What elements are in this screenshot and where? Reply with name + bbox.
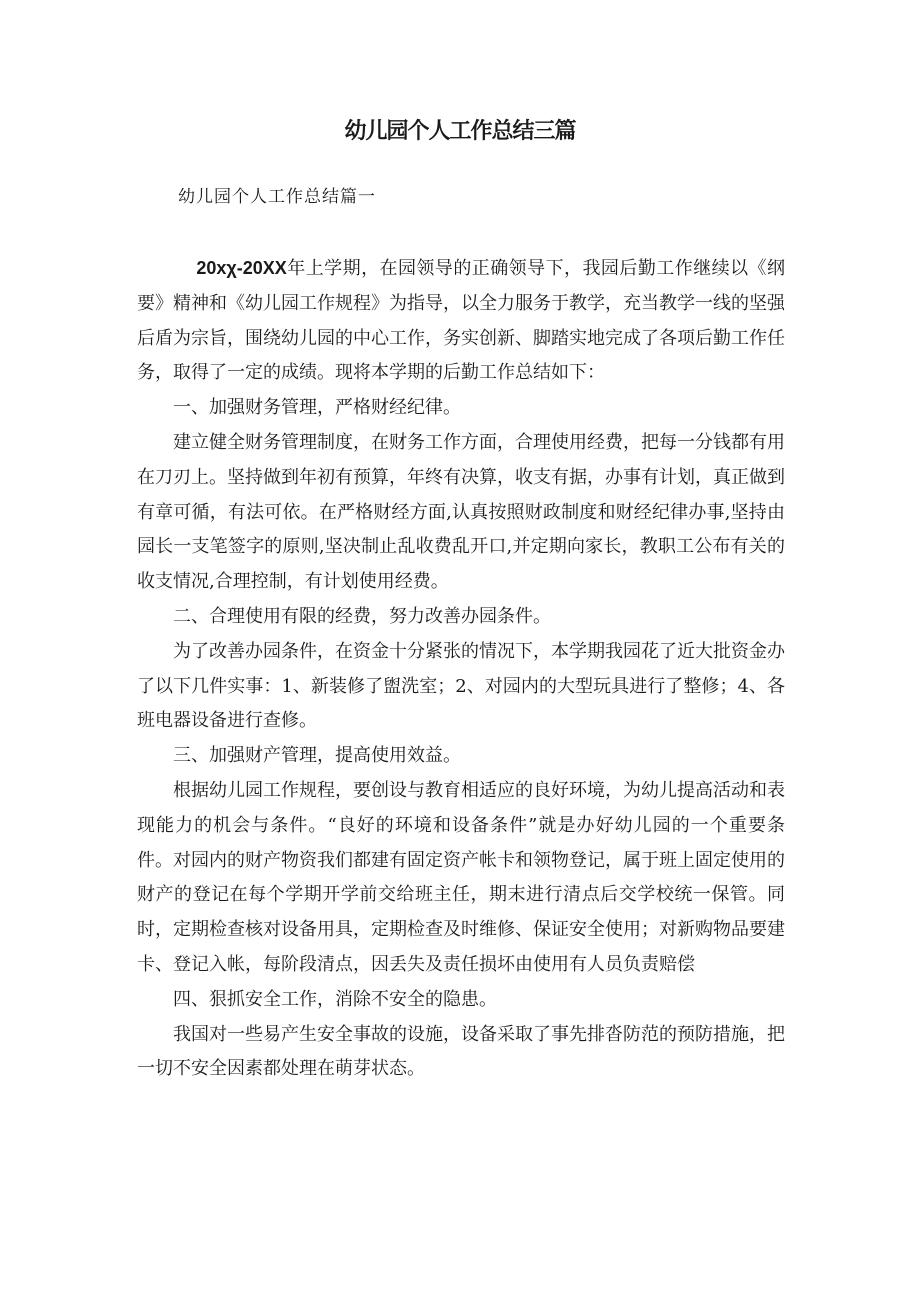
intro-text: 年上学期，在园领导的正确领导下，我园后勤工作继续以《纲要》精神和《幼儿园工作规程》为指导，以全力服务于教学，充当教学一线的坚强后盾为宗旨，围绕幼儿园的中心工作，务实创新、脚踏实地完成了各项后勤工作任务，取得了一定的成绩。现将本学期的后勤工作总结如下： [137, 258, 785, 384]
paragraph-finance: 建立健全财务管理制度，在财务工作方面，合理使用经费，把每一分钱都有用在刀刃上。坚持做到年初有预算，年终有决算，收支有据，办事有计划，真正做到有章可循，有法可依。在严格财经方面,认真按照财政制度和财经纪律办事,坚持由园长一支笔签字的原则,坚决制止乱收费乱开口,并定期向家长，教职工公布有关的收支情况,合理控制，有计划使用经费。 [137, 431, 785, 593]
section-heading-property: 三、加强财产管理，提高使用效益。 [173, 745, 461, 767]
section-heading-finance: 一、加强财务管理，严格财经纪律。 [173, 397, 461, 419]
paragraph-safety: 我国对一些易产生安全事故的设施，设备采取了事先排沓防范的预防措施，把一切不安全因素都处理在萌芽状态。 [137, 1023, 785, 1080]
paragraph-property: 根据幼儿园工作规程，要创设与教育相适应的良好环境，为幼儿提高活动和表现能力的机会与条件。“良好的环境和设备条件”就是办好幼儿园的一个重要条件。对园内的财产物资我们都建有固定资产帐卡和领物登记，属于班上固定使用的财产的登记在每个学期开学前交给班主任，期末进行清点后交学校统一保管。同时，定期检查核对设备用具，定期检查及时维修、保证安全使用；对新购物品要建卡、登记入帐，每阶段清点，因丢失及责任损坏由使用有人员负责赔偿 [137, 779, 785, 975]
section-heading-safety: 四、狠抓安全工作，消除不安全的隐患。 [173, 988, 497, 1010]
section-heading-funding: 二、合理使用有限的经费，努力改善办园条件。 [173, 605, 551, 627]
year-range: 20xχ-20XX [196, 258, 287, 278]
paragraph-funding: 为了改善办园条件，在资金十分紧张的情况下，本学期我园花了近大批资金办了以下几件实事：1、新装修了盥洗室；2、对园内的大型玩具进行了整修；4、各班电器设备进行查修。 [137, 640, 785, 732]
intro-paragraph [137, 251, 785, 391]
document-body [137, 251, 785, 1087]
section-subtitle: 幼儿园个人工作总结篇一 [178, 187, 376, 207]
document-title: 幼儿园个人工作总结三篇 [344, 119, 576, 144]
